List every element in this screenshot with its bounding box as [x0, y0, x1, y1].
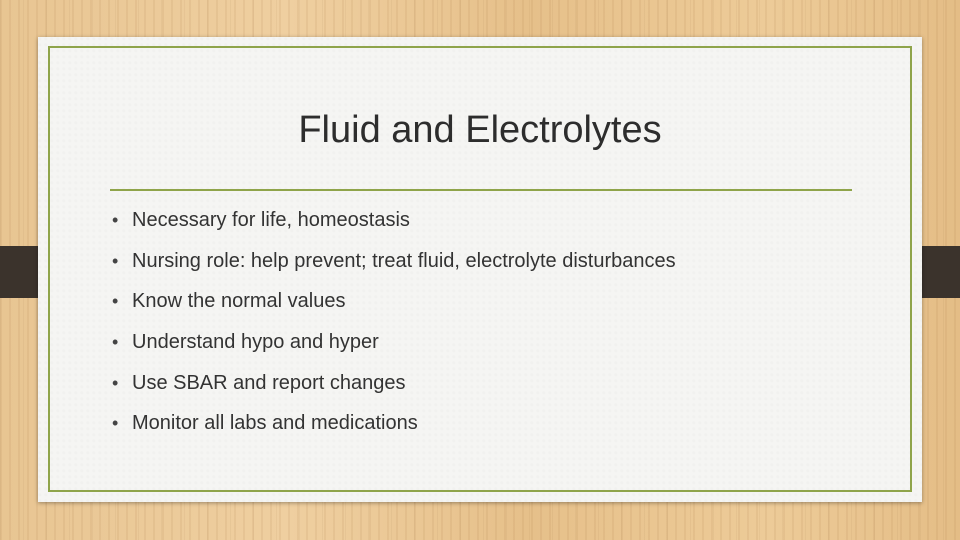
bullet-icon: •	[112, 250, 119, 271]
bullet-text: Know the normal values	[132, 290, 346, 313]
list-item	[112, 322, 676, 363]
list-item	[112, 403, 676, 444]
bullet-icon: •	[112, 372, 119, 393]
bullet-text: Nursing role: help prevent; treat fluid, electrolyte disturbances	[132, 249, 676, 272]
bullet-icon: •	[112, 331, 119, 352]
bullet-list	[112, 200, 676, 444]
bullet-icon: •	[112, 209, 119, 230]
list-item	[112, 200, 676, 241]
list-item	[112, 281, 676, 322]
bullet-text: Use SBAR and report changes	[132, 371, 406, 394]
bullet-text: Monitor all labs and medications	[132, 412, 418, 435]
list-item	[112, 241, 676, 282]
bullet-text: Necessary for life, homeostasis	[132, 208, 410, 231]
title-divider	[110, 189, 852, 191]
bullet-text: Understand hypo and hyper	[132, 330, 379, 353]
slide-title: Fluid and Electrolytes	[298, 109, 662, 151]
list-item	[112, 363, 676, 404]
bullet-icon: •	[112, 413, 119, 434]
bullet-icon: •	[112, 291, 119, 312]
